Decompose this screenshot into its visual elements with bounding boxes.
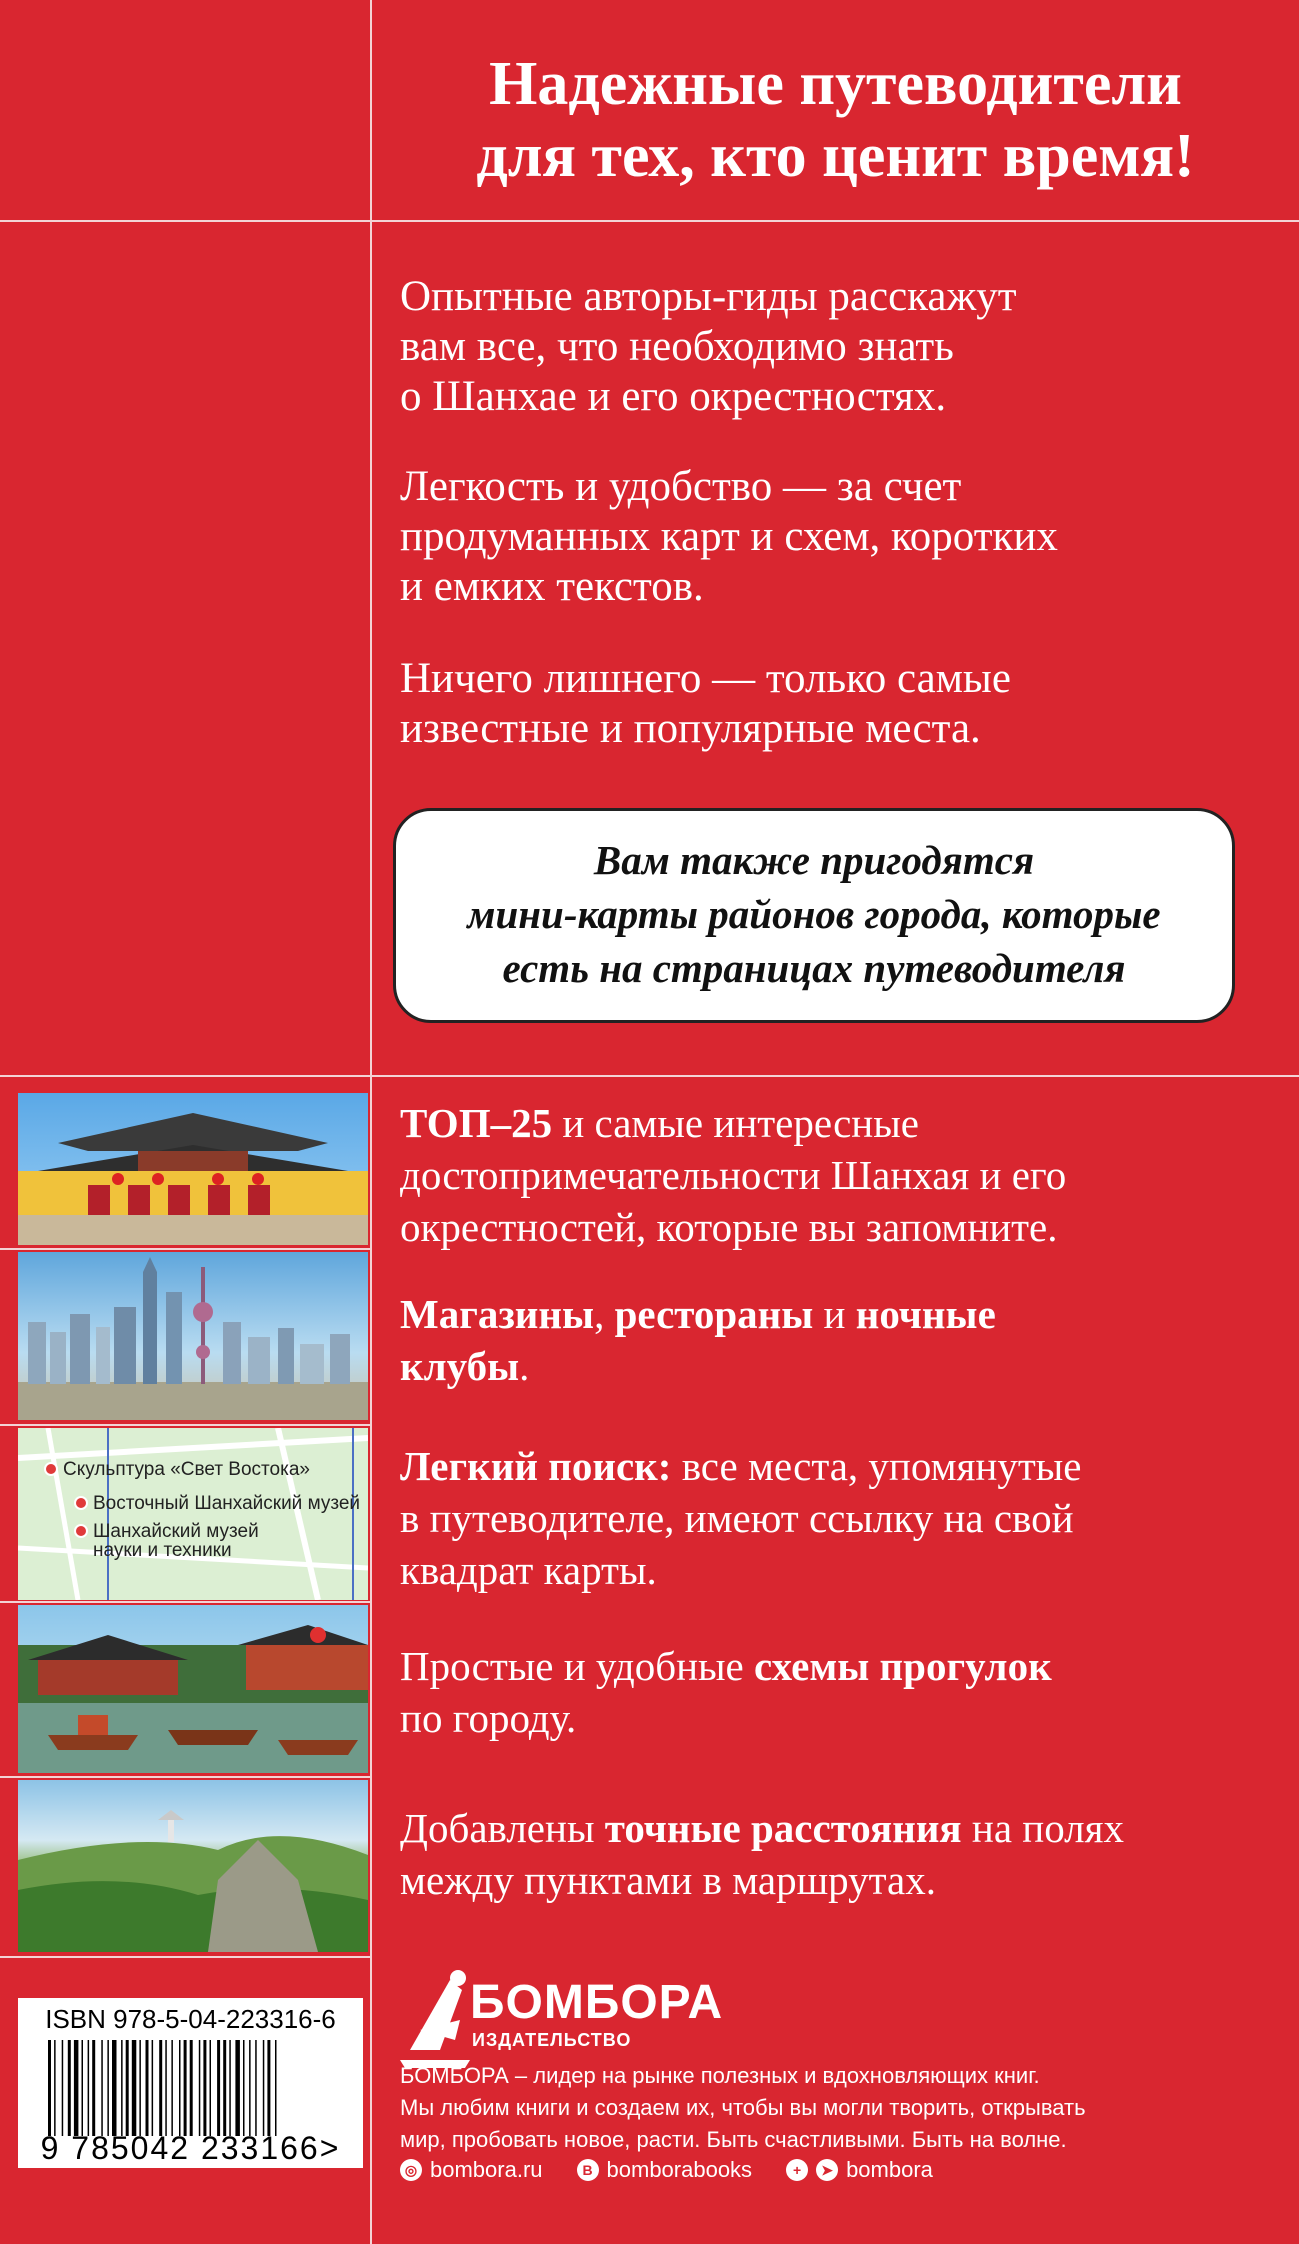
website-label: bombora.ru	[430, 2157, 543, 2182]
feature-highlight: точные расстояния	[604, 1805, 962, 1851]
telegram-icon: ➤	[816, 2159, 838, 2181]
vk-icon: В	[577, 2159, 599, 2181]
feature-text: в путеводителе, имеют ссылку на свой	[400, 1495, 1074, 1541]
text-line: продуманных карт и схем, коротких	[400, 513, 1058, 560]
feature-distances	[400, 1802, 1270, 1906]
callout-line: есть на страницах путеводителя	[502, 945, 1126, 991]
divider-thumb-2	[0, 1424, 370, 1426]
intro-paragraph-3	[400, 654, 1260, 754]
callout-line: Вам также пригодятся	[593, 837, 1035, 883]
feature-text: квадрат карты.	[400, 1547, 657, 1593]
feature-text: все места, упомянутые	[671, 1443, 1082, 1489]
text-line: о Шанхае и его окрестностях.	[400, 373, 947, 420]
publisher-subtitle: ИЗДАТЕЛЬСТВО	[472, 2030, 632, 2050]
about-line: мир, пробовать новое, расти. Быть счастливыми. Быть на волне.	[400, 2127, 1067, 2152]
page-title	[372, 48, 1299, 192]
skyline-illustration	[18, 1252, 368, 1420]
isbn-arrow: >	[319, 2130, 341, 2166]
about-line: Мы любим книги и создаем их, чтобы вы могли творить, открывать	[400, 2095, 1086, 2120]
map-label: Скульптура «Свет Востока»	[63, 1459, 310, 1480]
map-snippet	[18, 1428, 368, 1600]
text-line: Ничего лишнего — только самые	[400, 655, 1011, 702]
isbn-label: ISBN 978-5-04-223316-6	[45, 2004, 336, 2034]
isbn-barcode	[18, 1998, 363, 2168]
publisher-name: БОМБОРА	[470, 1976, 724, 2029]
text-line: Легкость и удобство — за счет	[400, 463, 962, 510]
feature-highlight: ТОП–25	[400, 1100, 553, 1146]
skyline-photo	[18, 1252, 368, 1420]
feature-search	[400, 1440, 1270, 1596]
vertical-divider	[370, 0, 372, 2244]
telegram-link[interactable]	[786, 2157, 933, 2183]
callout-box	[393, 808, 1235, 1023]
feature-highlight: рестораны	[614, 1291, 814, 1337]
feature-text: .	[519, 1343, 530, 1389]
telegram-label: bombora	[846, 2157, 933, 2182]
intro-paragraph-2	[400, 462, 1260, 612]
map-pin-icon	[44, 1462, 58, 1476]
temple-photo	[18, 1093, 368, 1245]
divider-thumb-3	[0, 1601, 370, 1603]
feature-highlight: ночные	[855, 1291, 996, 1337]
feature-text: Простые и удобные	[400, 1643, 755, 1689]
feature-text: ,	[594, 1291, 615, 1337]
divider-thumb-1	[0, 1248, 370, 1250]
divider-thumb-5	[0, 1956, 370, 1958]
feature-shops	[400, 1288, 1270, 1392]
map-label: Восточный Шанхайский музей	[93, 1493, 361, 1514]
barcode-graphic	[48, 2040, 333, 2136]
feature-highlight: клубы	[400, 1343, 520, 1389]
feature-highlight: Магазины	[400, 1291, 595, 1337]
map-label: Шанхайский музей	[93, 1521, 259, 1542]
divider-features	[0, 1075, 1299, 1077]
headline-line-2: для тех, кто ценит время!	[476, 122, 1195, 190]
map-label: науки и техники	[93, 1540, 232, 1561]
headline-line-1: Надежные путеводители	[489, 50, 1182, 118]
map-pin-icon	[74, 1496, 88, 1510]
about-line: БОМБОРА – лидер на рынке полезных и вдохновляющих книг.	[400, 2063, 1040, 2088]
publisher-about	[400, 2060, 1280, 2156]
feature-highlight: Легкий поиск:	[400, 1443, 672, 1489]
social-links	[400, 2157, 933, 2183]
feature-text: достопримечательности Шанхая и его	[400, 1152, 1067, 1198]
watertown-illustration	[18, 1605, 368, 1773]
feature-text: по городу.	[400, 1695, 577, 1741]
temple-illustration	[18, 1093, 368, 1245]
vk-label: bomborabooks	[606, 2157, 753, 2182]
watertown-photo	[18, 1605, 368, 1773]
isbn-digits: 9 785042 233166	[40, 2130, 320, 2166]
intro-paragraph-1	[400, 272, 1260, 422]
text-line: Опытные авторы-гиды расскажут	[400, 273, 1017, 320]
feature-text: и самые интересные	[552, 1100, 919, 1146]
globe-icon: ◎	[400, 2159, 422, 2181]
divider-thumb-4	[0, 1776, 370, 1778]
text-line: известные и популярные места.	[400, 705, 981, 752]
vk-link[interactable]	[577, 2157, 753, 2183]
divider-top	[0, 220, 1299, 222]
feature-top25	[400, 1097, 1270, 1253]
text-line: и емких текстов.	[400, 563, 704, 610]
website-link[interactable]	[400, 2157, 543, 2183]
feature-text: на полях	[961, 1805, 1124, 1851]
isbn-number	[18, 2130, 363, 2167]
callout-line: мини-карты районов города, которые	[467, 891, 1161, 937]
feature-text: окрестностей, которые вы запомните.	[400, 1204, 1058, 1250]
feature-highlight: схемы прогулок	[754, 1643, 1052, 1689]
map-pin-icon	[74, 1524, 88, 1538]
landscape-illustration	[18, 1780, 368, 1952]
plus-icon: +	[786, 2159, 808, 2181]
feature-text: между пунктами в маршрутах.	[400, 1857, 936, 1903]
feature-walks	[400, 1640, 1270, 1744]
feature-text: Добавлены	[400, 1805, 605, 1851]
feature-text: и	[813, 1291, 856, 1337]
landscape-photo	[18, 1780, 368, 1952]
map-background	[18, 1428, 368, 1600]
text-line: вам все, что необходимо знать	[400, 323, 954, 370]
